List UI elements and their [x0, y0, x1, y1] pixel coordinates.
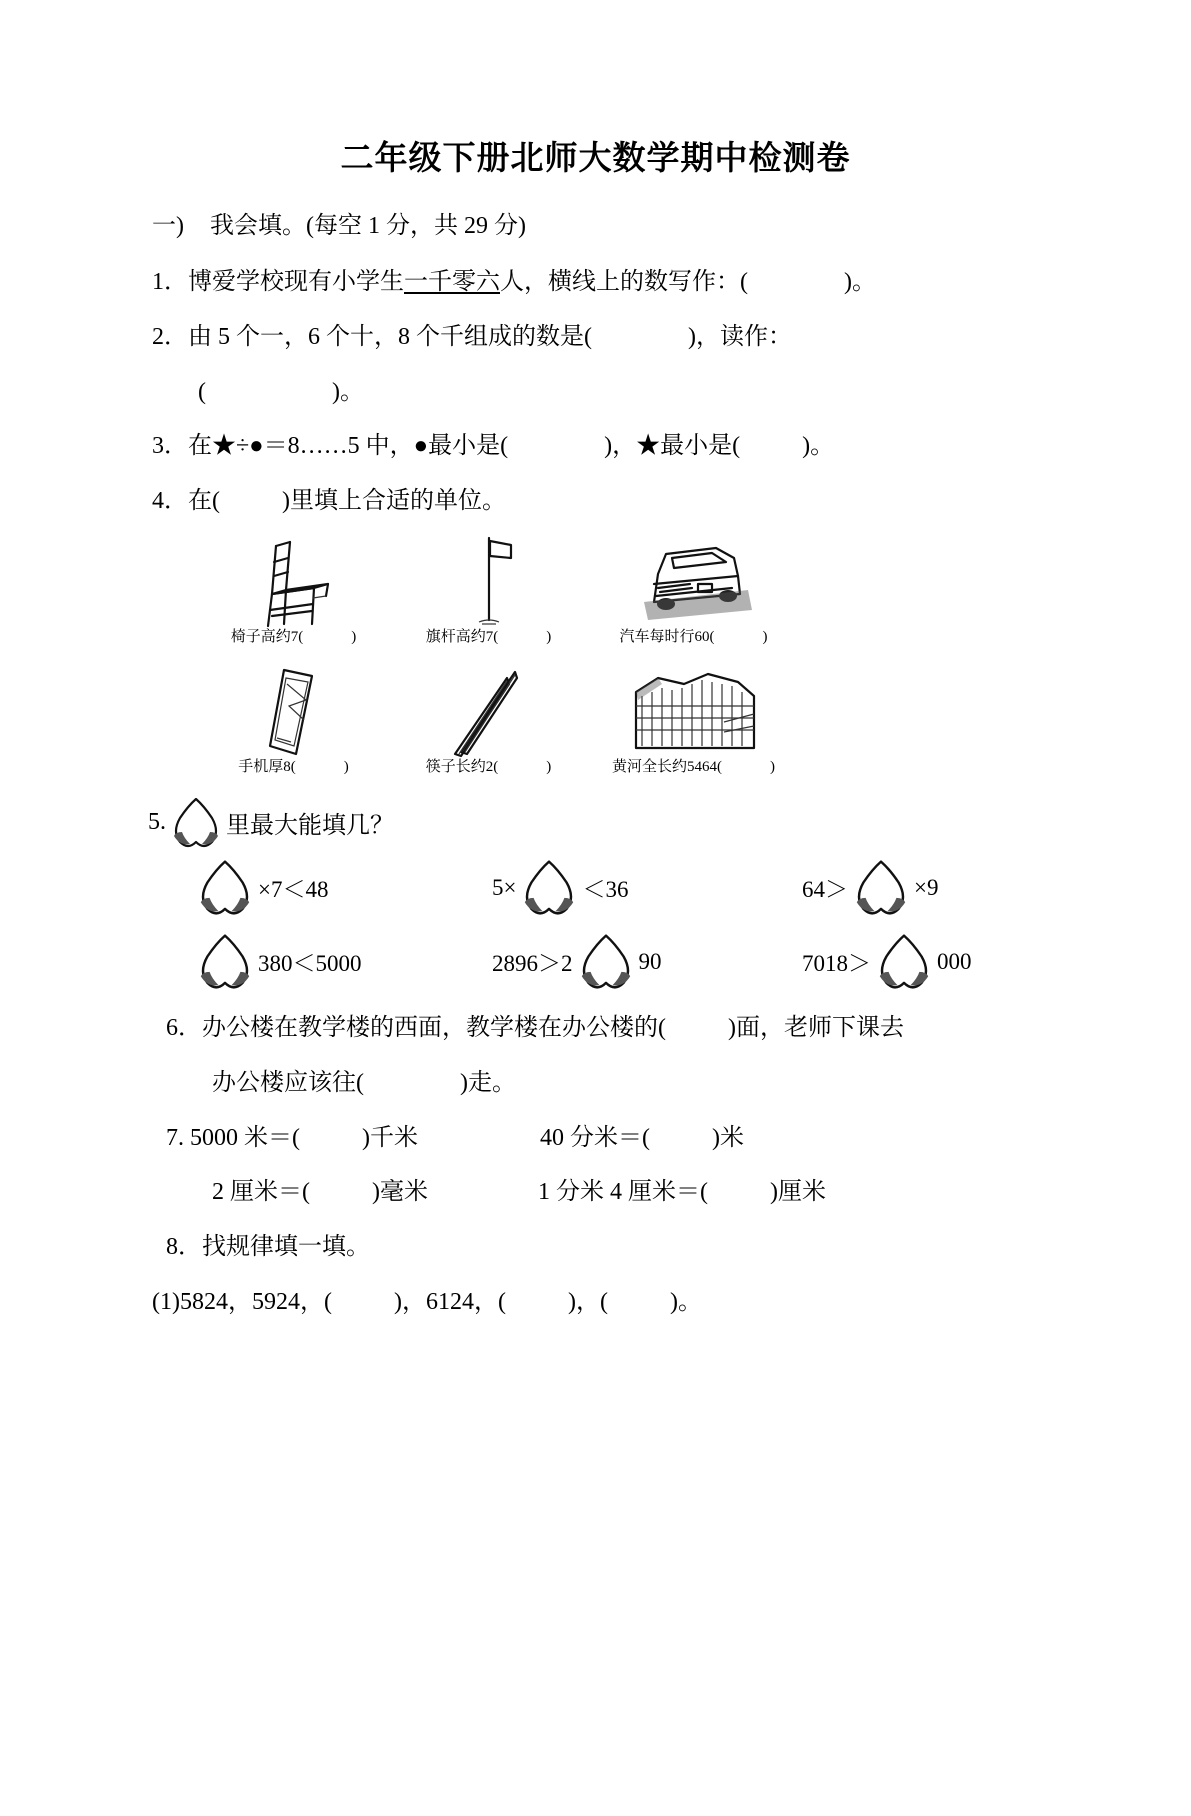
peach-icon — [573, 930, 639, 994]
caption-car — [586, 628, 801, 646]
peach-icon — [848, 856, 914, 920]
question-2-text-b: )，读作： — [688, 323, 792, 350]
peach-expression-4 — [192, 930, 492, 994]
question-7-row1-left-b: )千米 — [362, 1124, 418, 1151]
caption-chair-close: ) — [351, 628, 357, 645]
question-8 — [152, 1233, 1081, 1262]
caption-phone-text: 手机厚8( — [238, 758, 296, 775]
question-8-sub1-a: (1)5824，5924，( — [152, 1288, 332, 1315]
question-4 — [152, 487, 1081, 516]
peach-expression-3-pre: 64＞ — [802, 877, 848, 903]
section-one-points: (每空 1 分，共 29 分) — [306, 213, 526, 239]
caption-flagpole-close: ) — [546, 628, 552, 645]
question-7-row2 — [152, 1178, 1081, 1207]
question-1 — [152, 268, 1081, 297]
question-8-sub-1 — [152, 1288, 1081, 1317]
chopsticks-icon — [441, 662, 537, 758]
peach-expression-6-pre: 7018＞ — [802, 951, 871, 977]
question-2-number: 2． — [152, 323, 188, 350]
peach-expression-2-post: ＜36 — [582, 877, 629, 903]
section-one-label: 一) — [152, 213, 184, 239]
question-8-sub1-c: )，( — [567, 1288, 608, 1315]
question-7 — [152, 1124, 1081, 1153]
picture-cell-yellow-river — [586, 662, 801, 758]
picture-cell-chopsticks — [391, 662, 586, 758]
question-3-text-c: )。 — [802, 433, 835, 460]
question-7-row2-left-b: )毫米 — [372, 1179, 428, 1206]
question-2 — [152, 323, 1081, 352]
question-2-line2 — [152, 378, 1081, 407]
question-7-row2-left-a: 2 厘米＝( — [212, 1179, 310, 1206]
picture-cell-chair — [196, 532, 391, 628]
question-4-picture-grid — [152, 532, 1081, 776]
caption-phone — [196, 758, 391, 776]
question-2-text-a: 由 5 个一，6 个十，8 个千组成的数是( — [188, 323, 592, 350]
question-7-row1-right-b: )米 — [712, 1124, 744, 1151]
exam-body — [0, 205, 1191, 1317]
caption-chopsticks — [391, 758, 586, 776]
picture-row-1 — [196, 532, 1081, 628]
question-1-number: 1． — [152, 269, 188, 295]
question-6-text-b: )面，老师下课去 — [728, 1014, 904, 1041]
chair-icon — [246, 532, 342, 628]
picture-caption-row-2 — [196, 758, 1081, 776]
question-8-title: 找规律填一填。 — [202, 1234, 370, 1261]
question-6-line2 — [152, 1069, 1081, 1098]
question-6-line2-a: 办公楼应该往( — [212, 1069, 364, 1096]
caption-chopsticks-close: ) — [546, 758, 552, 775]
question-4-text-a: 在( — [188, 488, 220, 515]
question-6 — [152, 1014, 1081, 1043]
peach-icon — [192, 856, 258, 920]
peach-icon — [166, 794, 226, 852]
question-3-number: 3． — [152, 433, 188, 460]
caption-yellow-river — [586, 758, 801, 776]
question-8-number: 8． — [166, 1234, 202, 1261]
question-1-text-before: 博爱学校现有小学生 — [188, 269, 404, 295]
exam-page — [0, 132, 1191, 1816]
question-8-sub1-d: )。 — [669, 1288, 702, 1315]
section-one-header — [152, 205, 1081, 240]
picture-cell-car — [586, 532, 801, 628]
peach-expression-4-post: 380＜5000 — [258, 951, 362, 977]
question-2-line2-close: )。 — [332, 378, 364, 405]
question-8-sub1-b: )，6124，( — [393, 1288, 506, 1315]
flagpole-icon — [441, 532, 537, 628]
peach-expression-6 — [802, 930, 972, 994]
question-1-underlined-number: 一千零六 — [404, 269, 500, 295]
caption-chair-text: 椅子高约7( — [230, 628, 304, 645]
question-7-row1-right-a: 40 分米＝( — [540, 1124, 650, 1151]
question-4-text-b: )里填上合适的单位。 — [282, 488, 506, 515]
peach-expression-5-pre: 2896＞2 — [492, 951, 573, 977]
question-2-line2-open: ( — [198, 378, 206, 405]
picture-row-2 — [196, 662, 1081, 758]
question-5-header — [148, 794, 1081, 852]
peach-icon — [192, 930, 258, 994]
caption-flagpole — [391, 628, 586, 646]
question-7-number: 7. — [166, 1124, 184, 1151]
peach-expression-1-post: ×7＜48 — [258, 877, 329, 903]
peach-expression-2-pre: 5× — [492, 874, 517, 900]
caption-chopsticks-text: 筷子长约2( — [425, 758, 499, 775]
peach-expression-3-post: ×9 — [914, 874, 939, 900]
peach-icon — [871, 930, 937, 994]
question-6-text-a: 办公楼在教学楼的西面，教学楼在办公楼的( — [202, 1014, 666, 1041]
picture-cell-phone — [196, 662, 391, 758]
caption-phone-close: ) — [343, 758, 349, 775]
caption-car-close: ) — [762, 628, 768, 645]
picture-cell-flagpole — [391, 532, 586, 628]
page-title: 二年级下册北师大数学期中检测卷 — [340, 139, 851, 176]
question-3-text-a: 在★÷●＝8……5 中，●最小是( — [188, 433, 509, 460]
caption-car-text: 汽车每时行60( — [619, 628, 715, 645]
peach-expression-6-post: 000 — [937, 948, 972, 974]
question-1-tail: )。 — [844, 269, 876, 295]
peach-expression-1 — [192, 856, 492, 920]
peach-expression-2 — [492, 856, 802, 920]
caption-chair — [196, 628, 391, 646]
picture-caption-row-1 — [196, 628, 1081, 646]
caption-flagpole-text: 旗杆高约7( — [425, 628, 499, 645]
question-7-row1-left-a: 5000 米＝( — [190, 1124, 300, 1151]
question-7-row2-right-b: )厘米 — [770, 1179, 826, 1206]
question-4-number: 4． — [152, 488, 188, 515]
question-7-row2-right-a: 1 分米 4 厘米＝( — [538, 1179, 708, 1206]
question-5-row-1 — [192, 856, 1081, 920]
yellow-river-icon — [628, 662, 760, 758]
caption-yellow-river-close: ) — [770, 758, 775, 775]
peach-expression-5-post: 90 — [638, 948, 662, 974]
peach-icon — [516, 856, 582, 920]
question-3 — [152, 432, 1081, 461]
car-icon — [628, 532, 760, 628]
caption-yellow-river-text: 黄河全长约5464( — [612, 758, 722, 775]
phone-icon — [246, 662, 342, 758]
question-6-number: 6． — [166, 1014, 202, 1041]
question-3-text-b: )，★最小是( — [604, 433, 741, 460]
question-6-line2-b: )走。 — [460, 1069, 516, 1096]
peach-expression-3 — [802, 856, 938, 920]
question-1-text-after: 人，横线上的数写作：( — [500, 269, 748, 295]
peach-expression-5 — [492, 930, 802, 994]
question-5-prompt: 里最大能填几？ — [226, 813, 394, 840]
question-5-number: 5. — [148, 809, 166, 836]
section-one-name: 我会填。 — [210, 213, 306, 239]
question-5-row-2 — [192, 930, 1081, 994]
